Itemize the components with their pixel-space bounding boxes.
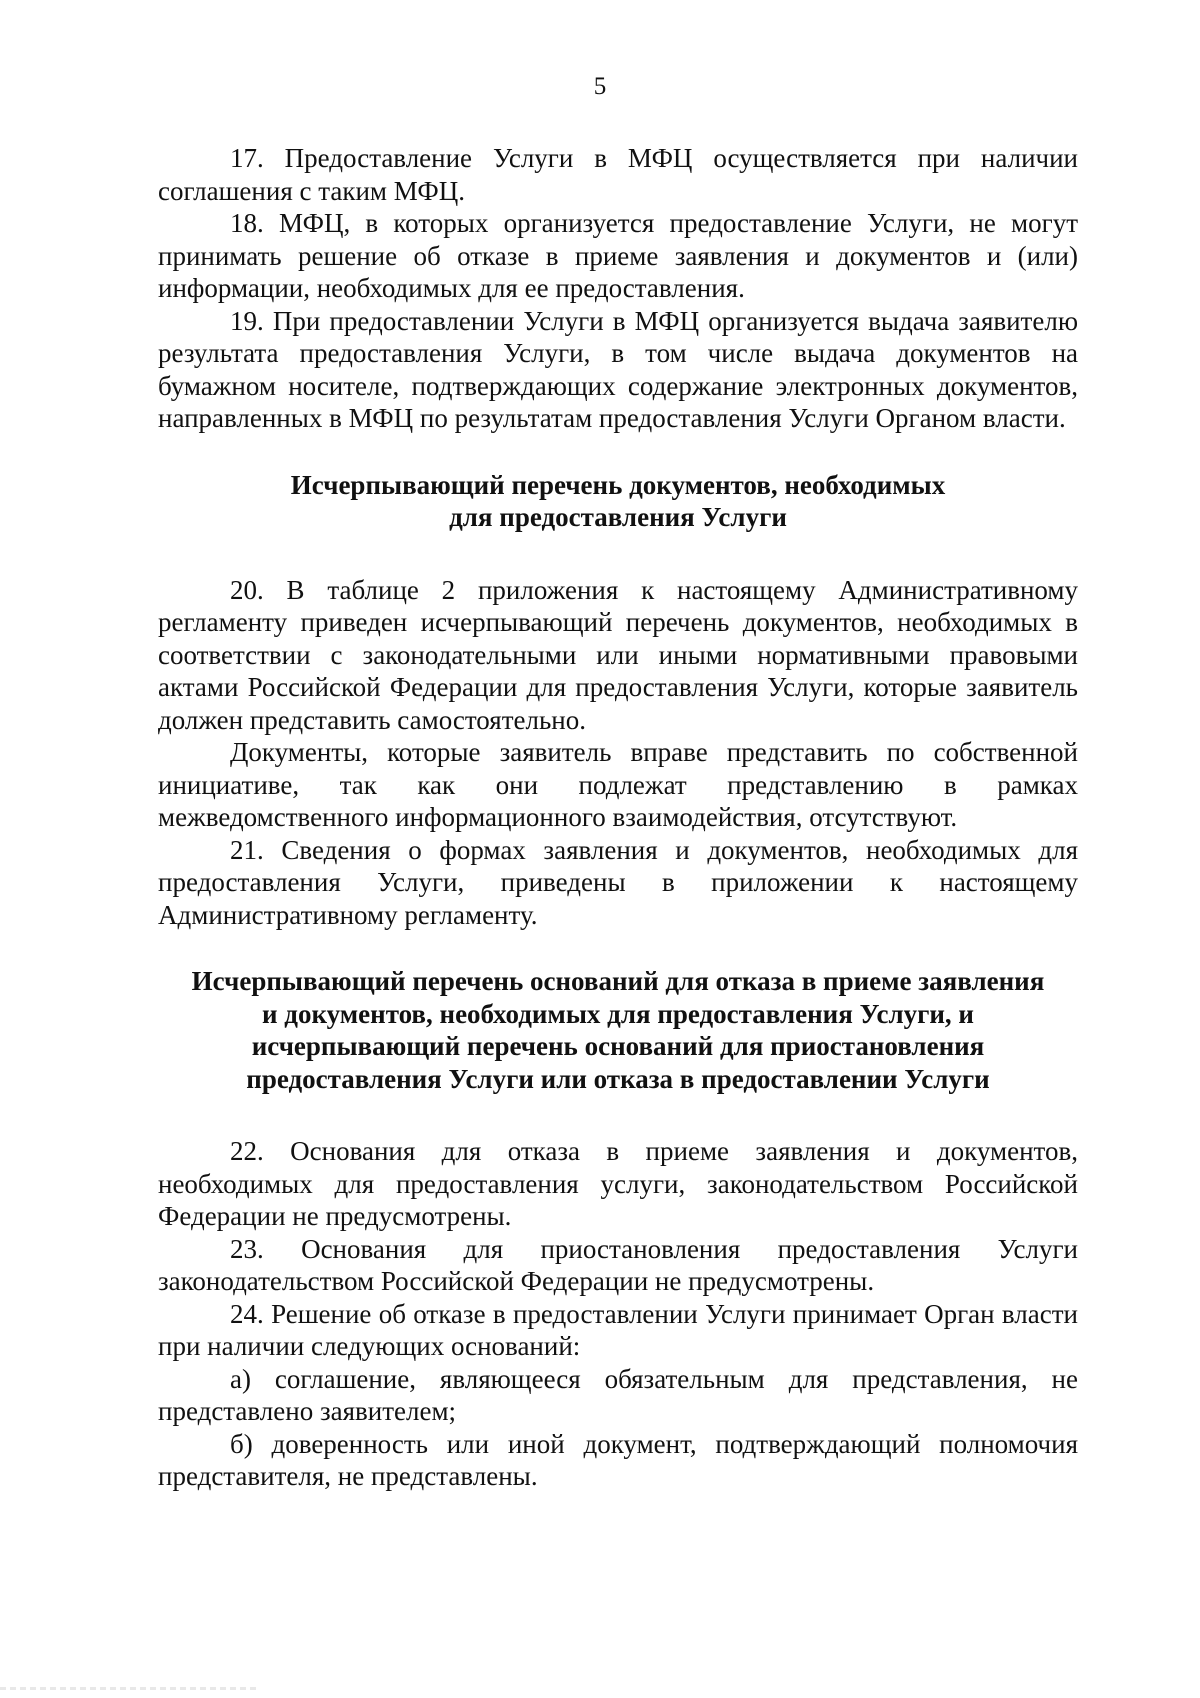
paragraph-17: 17. Предоставление Услуги в МФЦ осуществляется при наличии соглашения с таким МФЦ. xyxy=(158,143,1078,206)
spacer xyxy=(158,435,1078,469)
heading-line: Исчерпывающий перечень оснований для отказа в приеме заявления xyxy=(191,966,1045,996)
paragraph-20-documents: Документы, которые заявитель вправе представить по собственной инициативе, так как они подлежат представлению в рамках межведомственного информационного взаимодействия, отсутствуют. xyxy=(158,737,1078,832)
scan-artifact xyxy=(0,1687,260,1690)
paragraph-24-item-b: б) доверенность или иной документ, подтверждающий полномочия представителя, не представлены. xyxy=(158,1428,1078,1491)
paragraph-22: 22. Основания для отказа в приеме заявления и документов, необходимых для предоставления услуги, законодательством Российской Федерации не предусмотрены. xyxy=(158,1136,1078,1231)
paragraph-18: 18. МФЦ, в которых организуется предоставление Услуги, не могут принимать решение об отказе в приеме заявления и документов и (или) информации, необходимых для ее предоставления. xyxy=(158,208,1078,303)
heading-line: для предоставления Услуги xyxy=(449,502,787,532)
spacer xyxy=(158,534,1078,574)
spacer xyxy=(158,1095,1078,1135)
heading-line: предоставления Услуги или отказа в предоставлении Услуги xyxy=(246,1063,990,1094)
paragraph-21: 21. Сведения о формах заявления и документов, необходимых для предоставления Услуги, приведены в приложении к настоящему Административному регламенту. xyxy=(158,834,1078,930)
heading-line: и документов, необходимых для предоставления Услуги, и xyxy=(261,998,974,1029)
paragraph-19: 19. При предоставлении Услуги в МФЦ организуется выдача заявителю результата предоставления Услуги, в том числе выдача документов на бумажном носителе, подтверждающих содержание электронных документов, направленных в МФЦ по результатам предоставления Услуги Органом власти. xyxy=(158,305,1078,433)
document-body xyxy=(158,142,1078,1493)
paragraph-23: 23. Основания для приостановления предоставления Услуги законодательством Российской Федерации не предусмотрены. xyxy=(158,1233,1078,1296)
page-number: 5 xyxy=(593,73,607,100)
heading-line: Исчерпывающий перечень документов, необходимых xyxy=(290,469,946,500)
spacer xyxy=(158,931,1078,965)
paragraph-24: 24. Решение об отказе в предоставлении Услуги принимает Орган власти при наличии следующих оснований: xyxy=(158,1298,1078,1361)
paragraph-24-item-a: а) соглашение, являющееся обязательным для представления, не представлено заявителем; xyxy=(158,1363,1078,1426)
section-heading-refusal-grounds xyxy=(158,965,1078,1095)
paragraph-20: 20. В таблице 2 приложения к настоящему Административному регламенту приведен исчерпывающий перечень документов, необходимых в соответствии с законодательными или иными нормативными правовыми актами Российской Федерации для предоставления Услуги, которые заявитель должен представить самостоятельно. xyxy=(158,574,1078,735)
section-heading-documents xyxy=(158,469,1078,534)
heading-line: исчерпывающий перечень оснований для приостановления xyxy=(251,1031,985,1061)
